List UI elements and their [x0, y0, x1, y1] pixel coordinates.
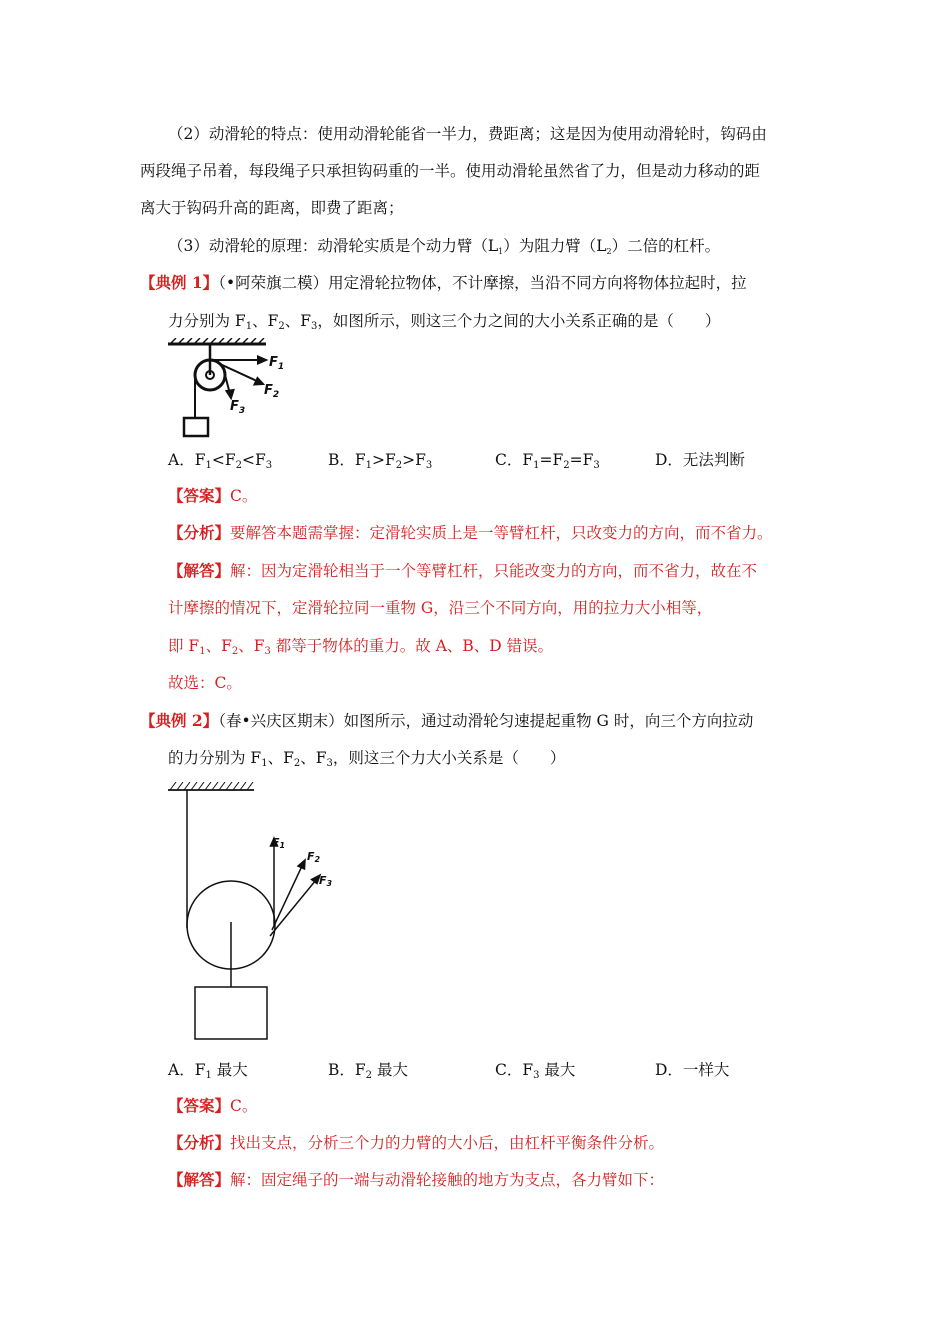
- force-f2-arrow: [272, 866, 302, 930]
- analysis-text: 找出支点，分析三个力的力臂的大小后，由杠杆平衡条件分析。: [230, 1134, 665, 1152]
- example2-line2-b: 、F: [267, 749, 294, 767]
- opt-text: B．F: [328, 451, 366, 469]
- movable-pulley-figure: [166, 782, 346, 1044]
- answer-text: C。: [230, 1097, 258, 1115]
- analysis-text: 要解答本题需掌握：定滑轮实质上是一等臂杠杆，只改变力的方向，而不省力。: [230, 524, 773, 542]
- para2-line1: （2）动滑轮的特点：使用动滑轮能省一半力，费距离；这是因为使用动滑轮时，钩码由: [168, 125, 767, 143]
- example2-analysis: [168, 1133, 664, 1153]
- sub: 2: [563, 460, 570, 471]
- example2-line2-a: 的力分别为 F: [168, 749, 262, 767]
- example1-line1-rest: （•阿荣旗二模）用定滑轮拉物体，不计摩擦，当沿不同方向将物体拉起时，拉: [218, 274, 747, 292]
- example2-line2-d: ，则这三个力大小关系是（ ）: [332, 749, 566, 767]
- opt-text: C．F: [495, 1061, 534, 1079]
- answer-text: C。: [230, 487, 258, 505]
- solution-text: 即 F: [168, 637, 200, 655]
- sub: 2: [293, 758, 301, 769]
- para2-line2: 两段绳子吊着，每段绳子只承担钩码重的一半。使用动滑轮虽然省了力，但是动力移动的距: [140, 162, 761, 180]
- solution-tag: 【解答】: [168, 1170, 231, 1189]
- sub: 3: [593, 460, 600, 471]
- example1-answer: [168, 486, 257, 506]
- opt-text: 最大: [372, 1061, 408, 1079]
- example2-option-c[interactable]: [495, 1060, 575, 1080]
- example1-line2-a: 力分别为 F: [168, 312, 246, 330]
- para3-text-b: ）为阻力臂（L: [503, 237, 607, 255]
- sub: 1: [245, 321, 253, 332]
- example2-option-b[interactable]: [328, 1060, 408, 1080]
- example2-option-d[interactable]: D．一样大: [655, 1061, 730, 1079]
- example1-option-b[interactable]: [328, 450, 432, 470]
- answer-tag: 【答案】: [168, 1096, 231, 1115]
- label-f3: F3: [319, 874, 333, 888]
- example2-line1: [140, 711, 753, 731]
- example1-solution-line3: [168, 636, 553, 656]
- sub: 3: [310, 321, 318, 332]
- para3-text-a: （3）动滑轮的原理：动滑轮实质是个动力臂（L: [168, 237, 499, 255]
- ceiling-hatch: [170, 782, 253, 790]
- sub: 1: [205, 460, 212, 471]
- solution-text: 、F: [238, 637, 265, 655]
- sub: 1: [533, 460, 540, 471]
- sub: 3: [264, 646, 271, 657]
- sub: 2: [231, 646, 239, 657]
- force-f2-head: [255, 378, 264, 385]
- sub: 1: [261, 758, 268, 769]
- opt-text: C．F: [495, 451, 534, 469]
- force-f3-arrow: [270, 880, 316, 936]
- example2-line2-c: 、F: [300, 749, 327, 767]
- weight-block: [184, 418, 208, 436]
- example1-line2-b: 、F: [252, 312, 279, 330]
- answer-tag: 【答案】: [168, 486, 231, 505]
- opt-text: A．F: [168, 451, 206, 469]
- force-f3-head: [227, 390, 234, 398]
- para2-line3: 离大于钩码升高的距离，即费了距离；: [140, 199, 404, 217]
- sub: 3: [425, 460, 433, 471]
- opt-text: >F: [402, 451, 426, 469]
- sub: 2: [395, 460, 403, 471]
- example1-line2-c: 、F: [284, 312, 311, 330]
- label-f1: F1: [272, 836, 286, 850]
- solution-text: 、F: [205, 637, 232, 655]
- example1-choose: 故选：C。: [168, 674, 242, 692]
- sub: 3: [326, 758, 333, 769]
- sub: 3: [533, 1070, 540, 1081]
- para3-sub-l2: 2: [606, 247, 612, 256]
- analysis-tag: 【分析】: [168, 523, 231, 542]
- example2-tag: 【典例 2】: [140, 711, 219, 730]
- example1-option-c[interactable]: [495, 450, 600, 470]
- label-f1: $F_1$: [269, 355, 285, 372]
- example2-answer: [168, 1096, 257, 1116]
- example1-option-a[interactable]: [168, 450, 272, 470]
- solution-text: 都等于物体的重力。故 A、B、D 错误。: [270, 637, 554, 655]
- fixed-pulley-figure: [166, 338, 296, 442]
- example1-line1: [140, 273, 747, 293]
- para3-line: [168, 236, 720, 256]
- opt-text: =F: [539, 451, 564, 469]
- weight-block: [195, 987, 267, 1039]
- force-f1-head: [258, 357, 266, 364]
- solution-text: 解：固定绳子的一端与动滑轮接触的地方为支点，各力臂如下：: [230, 1171, 665, 1189]
- opt-text: =F: [569, 451, 594, 469]
- example1-option-d[interactable]: D．无法判断: [655, 451, 745, 469]
- opt-text: B．F: [328, 1061, 366, 1079]
- example1-line2-d: ，如图所示，则这三个力之间的大小关系正确的是（ ）: [317, 312, 721, 330]
- sub: 2: [278, 321, 285, 332]
- analysis-tag: 【分析】: [168, 1133, 231, 1152]
- opt-text: 最大: [539, 1061, 576, 1079]
- sub: 1: [365, 460, 373, 471]
- para3-text-c: ）二倍的杠杆。: [611, 237, 721, 255]
- opt-text: <F: [241, 451, 266, 469]
- solution-tag: 【解答】: [168, 561, 231, 580]
- label-f3: $F_3$: [230, 399, 246, 416]
- solution-text: 解：因为定滑轮相当于一个等臂杠杆，只能改变力的方向，而不省力，故在不: [230, 562, 758, 580]
- opt-text: >F: [372, 451, 396, 469]
- sub: 2: [235, 460, 242, 471]
- opt-text: A．F: [168, 1061, 206, 1079]
- example1-solution-line1: [168, 561, 757, 581]
- example1-line2: [168, 311, 720, 331]
- sub: 1: [205, 1070, 212, 1081]
- sub: 1: [199, 646, 206, 657]
- example2-line2: [168, 748, 565, 768]
- label-f2: $F_2$: [264, 383, 280, 400]
- opt-text: 最大: [211, 1061, 248, 1079]
- example2-line1-rest: （春•兴庆区期末）如图所示，通过动滑轮匀速提起重物 G 时，向三个方向拉动: [218, 712, 754, 730]
- example2-solution: [168, 1170, 664, 1190]
- sub: 3: [265, 460, 273, 471]
- force-f2-head: [298, 860, 305, 869]
- opt-text: <F: [211, 451, 236, 469]
- example1-analysis: [168, 523, 773, 543]
- sub: 2: [365, 1070, 373, 1081]
- example2-option-a[interactable]: [168, 1060, 248, 1080]
- example1-tag: 【典例 1】: [140, 273, 219, 292]
- label-f2: F2: [307, 850, 321, 864]
- example1-solution-line2: 计摩擦的情况下，定滑轮拉同一重物 G，沿三个不同方向，用的拉力大小相等，: [168, 599, 713, 617]
- para3-sub-l1: 1: [498, 247, 504, 256]
